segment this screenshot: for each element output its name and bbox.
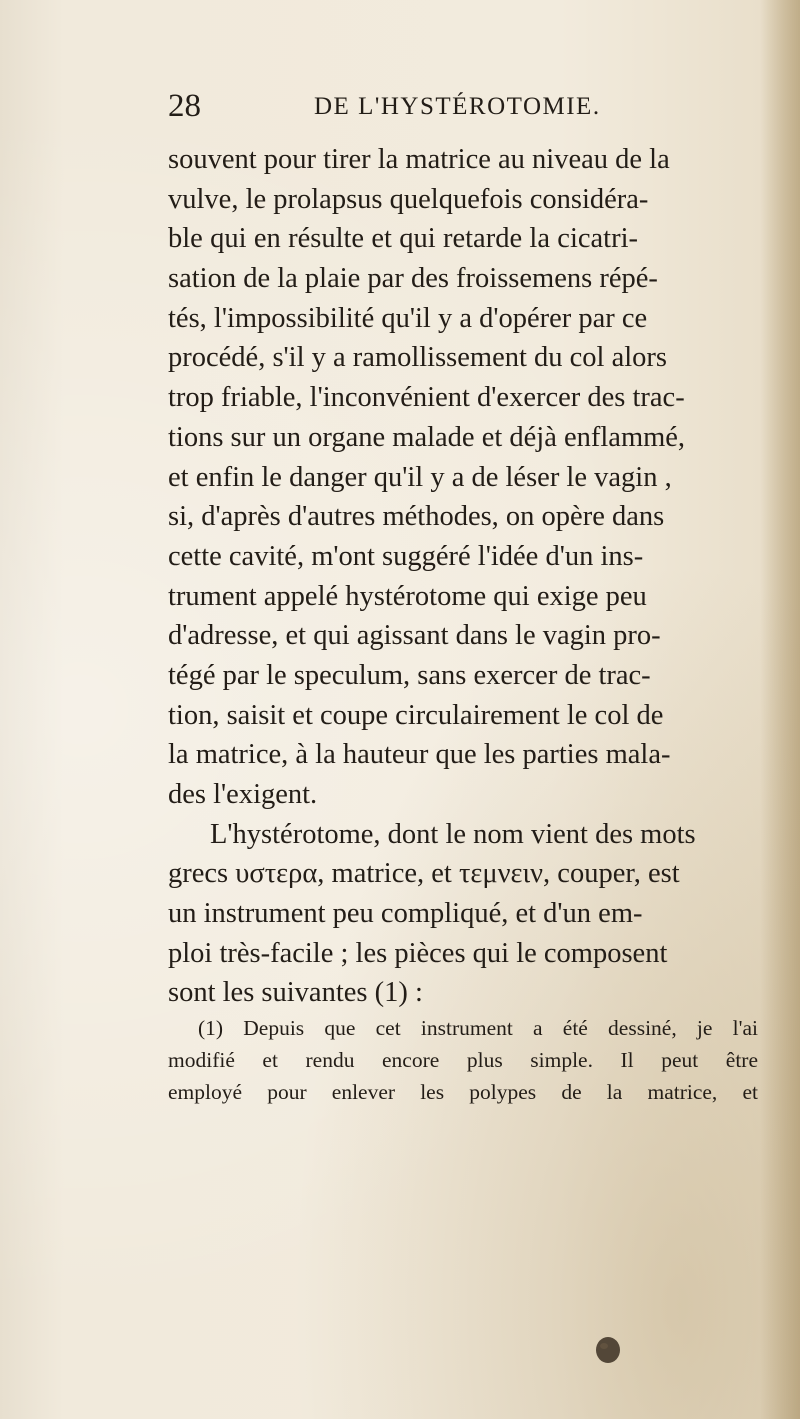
text-line: et enfin le danger qu'il y a de léser le vagin , xyxy=(168,461,672,493)
page-number: 28 xyxy=(168,88,201,124)
page-edge-shadow xyxy=(760,0,800,1419)
footnote-line: employé pour enlever les polypes de la matrice, et xyxy=(168,1080,758,1104)
text-line: des l'exigent. xyxy=(168,779,318,810)
footnote-line: (1) Depuis que cet instrument a été dessiné, je l'ai xyxy=(198,1016,758,1040)
text-line: trument appelé hystérotome qui exige peu xyxy=(168,580,647,612)
text-line: L'hystérotome, dont le nom vient des mots xyxy=(210,818,696,850)
text-line: vulve, le prolapsus quelquefois considéra- xyxy=(168,183,649,215)
text-line: tions sur un organe malade et déjà enflammé, xyxy=(168,421,686,453)
text-line: souvent pour tirer la matrice au niveau de la xyxy=(168,144,670,175)
text-line: la matrice, à la hauteur que les parties mala- xyxy=(168,739,671,771)
text-line: grecs υστερα, matrice, et τεμνειν, couper, est xyxy=(168,858,680,890)
text-line: si, d'après d'autres méthodes, on opère dans xyxy=(168,501,665,533)
text-line: cette cavité, m'ont suggéré l'idée d'un ins- xyxy=(168,540,644,572)
text-line: un instrument peu compliqué, et d'un em- xyxy=(168,898,643,930)
text-line: sation de la plaie par des froissemens répé- xyxy=(168,263,658,295)
body-text xyxy=(168,140,696,1013)
page-header xyxy=(168,86,608,126)
text-line: d'adresse, et qui agissant dans le vagin pro- xyxy=(168,620,661,652)
text-line: trop friable, l'inconvénient d'exercer des trac- xyxy=(168,382,685,414)
text-line: sont les suivantes (1) : xyxy=(168,977,423,1009)
text-line: tion, saisit et coupe circulairement le col de xyxy=(168,699,664,731)
footnote-line: modifié et rendu encore plus simple. Il peut être xyxy=(168,1048,758,1072)
text-line: ble qui en résulte et qui retarde la cicatri- xyxy=(168,223,638,255)
text-line: ploi très-facile ; les pièces qui le composent xyxy=(168,937,668,969)
text-line: tés, l'impossibilité qu'il y a d'opérer par ce xyxy=(168,302,648,334)
footnote xyxy=(168,1012,758,1108)
running-head: DE L'HYSTÉROTOMIE. xyxy=(314,93,601,120)
text-line: tégé par le speculum, sans exercer de trac- xyxy=(168,659,651,691)
text-line: procédé, s'il y a ramollissement du col alors xyxy=(168,342,668,374)
ink-blot xyxy=(593,1335,623,1365)
